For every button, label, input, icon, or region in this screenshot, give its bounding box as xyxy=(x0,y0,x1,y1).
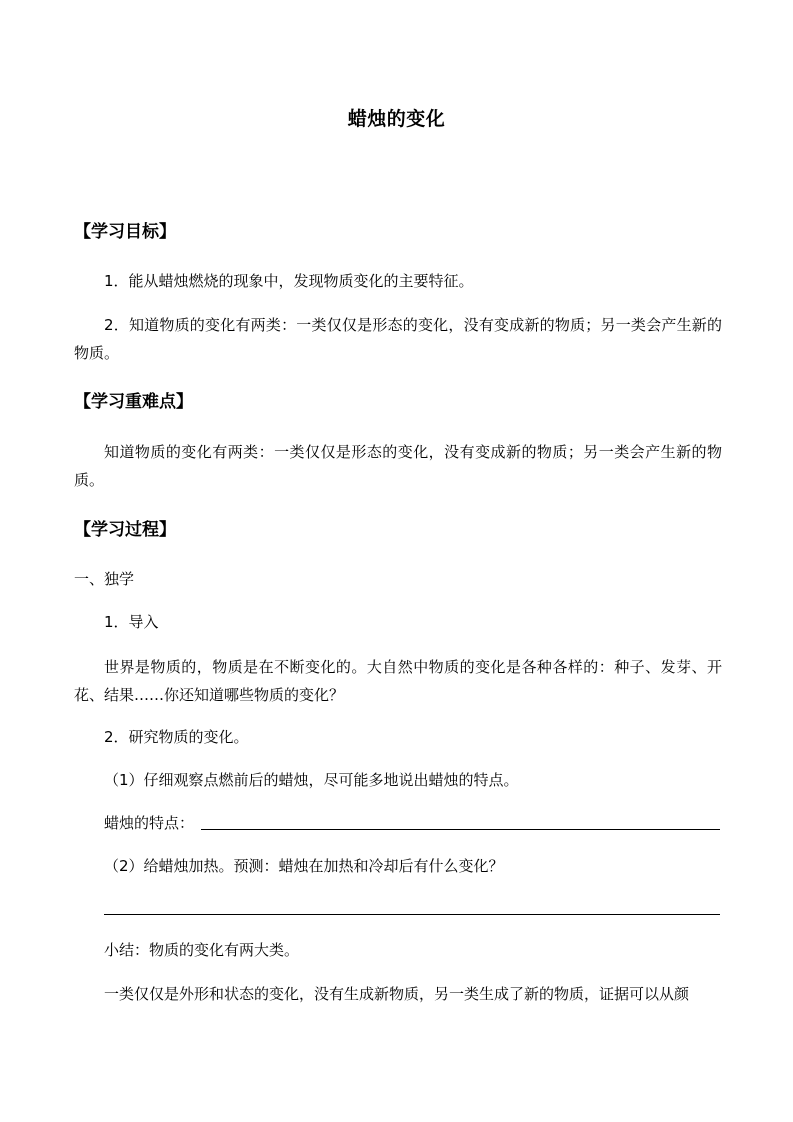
step-study-changes: 2．研究物质的变化。 xyxy=(104,728,249,746)
objective-item-2: 2．知道物质的变化有两类：一类仅仅是形态的变化，没有变成新的物质；另一类会产生新的物质。 xyxy=(74,316,722,362)
summary-text: 一类仅仅是外形和状态的变化，没有生成新物质，另一类生成了新的物质，证据可以从颜 xyxy=(104,985,690,1003)
task-heat-candle: （2）给蜡烛加热。预测：蜡烛在加热和冷却后有什么变化？ xyxy=(104,857,504,875)
process-heading: 【学习过程】 xyxy=(74,520,176,540)
summary-label: 小结：物质的变化有两大类。 xyxy=(104,941,300,959)
candle-features-label: 蜡烛的特点： xyxy=(104,814,195,832)
document-title: 蜡烛的变化 xyxy=(347,108,446,130)
objective-item-1: 1．能从蜡烛燃烧的现象中，发现物质变化的主要特征。 xyxy=(104,272,474,290)
key-points-heading: 【学习重难点】 xyxy=(74,392,193,412)
candle-features-answer-line[interactable] xyxy=(201,829,720,830)
section-independent-study: 一、独学 xyxy=(74,570,135,588)
objectives-heading: 【学习目标】 xyxy=(74,222,176,242)
step-introduction: 1．导入 xyxy=(104,613,159,631)
introduction-text: 世界是物质的，物质是在不断变化的。大自然中物质的变化是各种各样的：种子、发芽、开花、结果……你还知道哪些物质的变化？ xyxy=(74,658,722,704)
heat-prediction-answer-line[interactable] xyxy=(104,914,720,915)
task-observe-candle: （1）仔细观察点燃前后的蜡烛，尽可能多地说出蜡烛的特点。 xyxy=(104,771,519,789)
key-points-text: 知道物质的变化有两类：一类仅仅是形态的变化，没有变成新的物质；另一类会产生新的物质。 xyxy=(74,443,722,489)
